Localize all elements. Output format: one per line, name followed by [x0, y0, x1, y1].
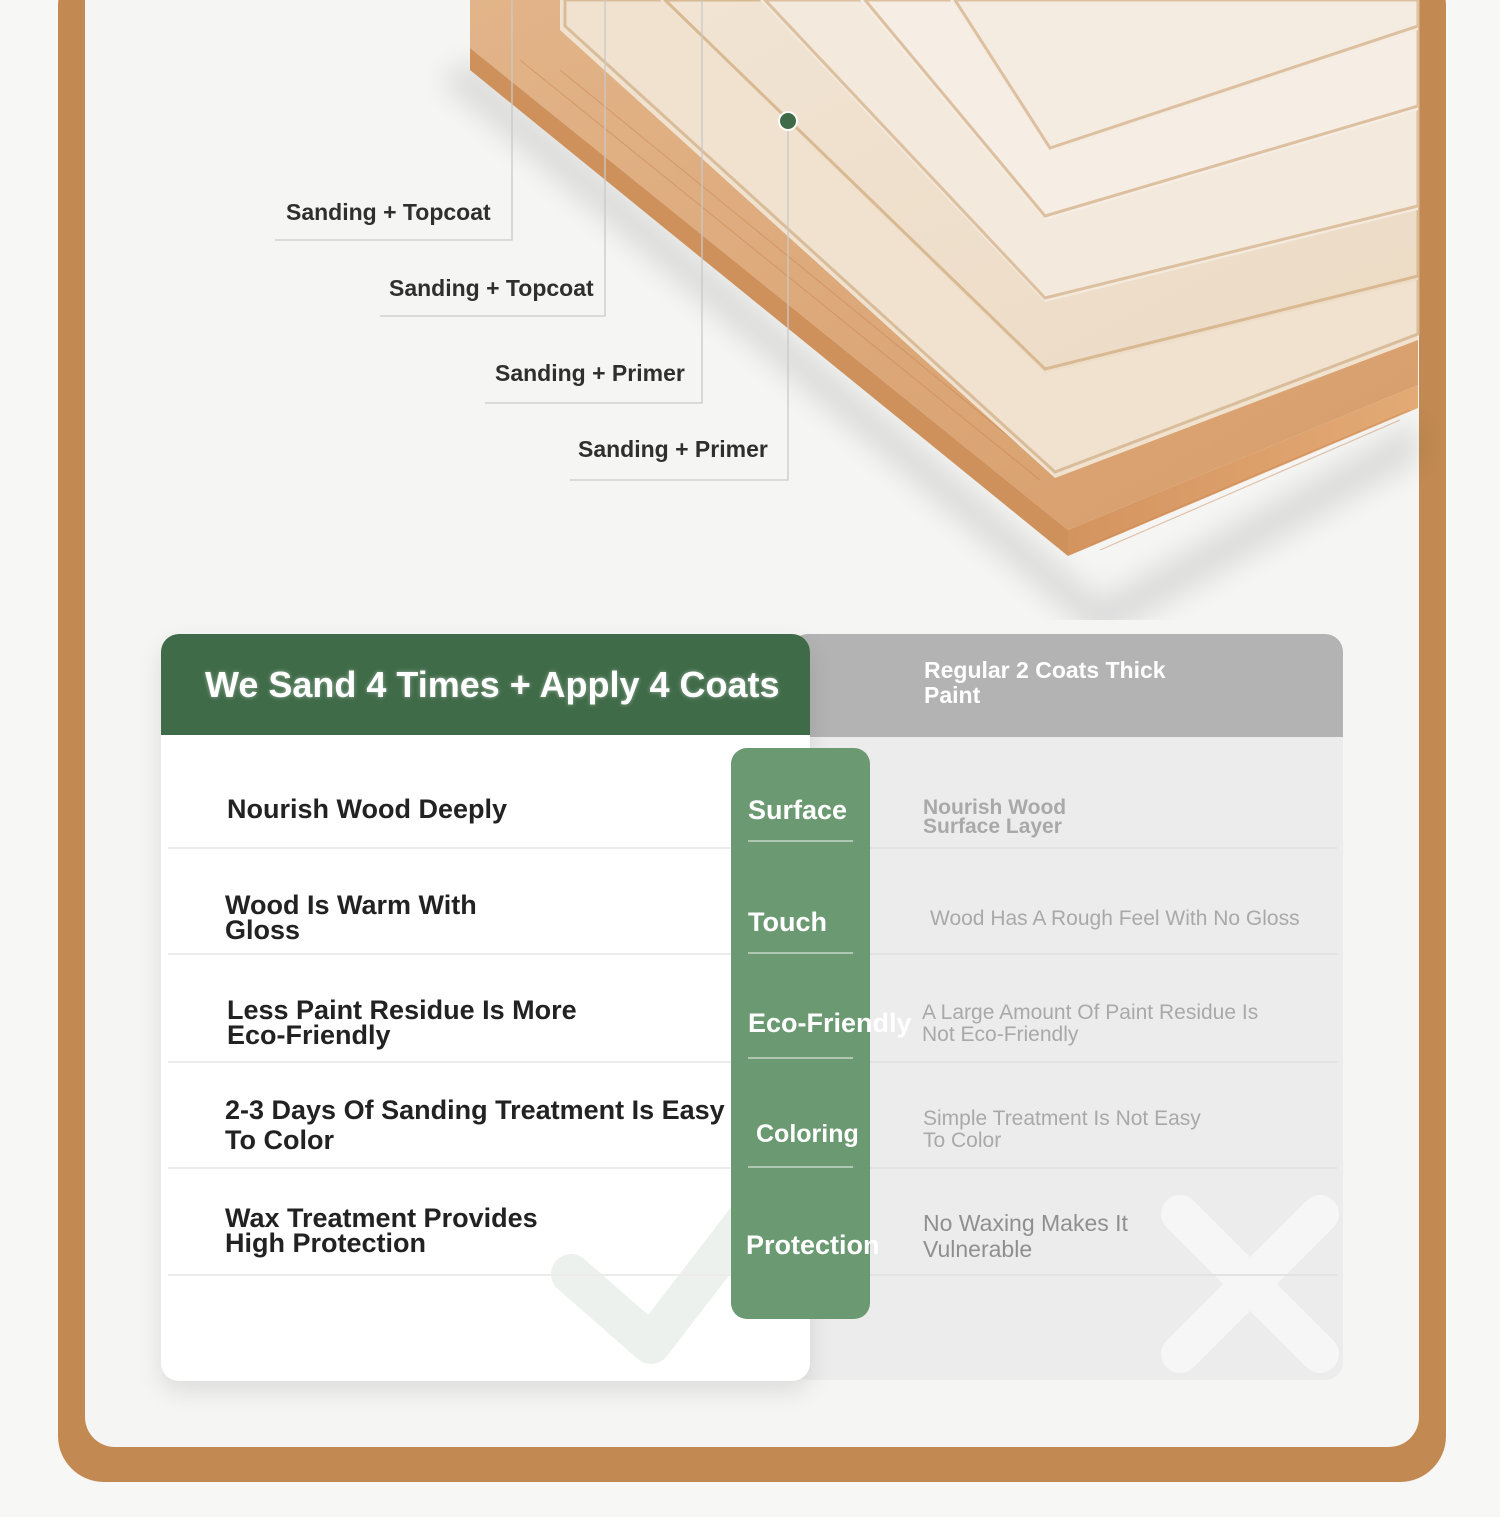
left-row-divider: [168, 847, 731, 849]
category-divider: [748, 952, 853, 954]
our-benefit-touch: Wood Is Warm With Gloss: [225, 890, 477, 945]
our-benefit-surface: Nourish Wood Deeply: [227, 794, 508, 824]
regular-paint-header: [790, 634, 1343, 737]
category-coloring: Coloring: [756, 1120, 859, 1148]
left-row-divider: [168, 1061, 731, 1063]
left-row-divider: [168, 1167, 731, 1169]
category-divider: [748, 840, 853, 842]
callout-label-2: Sanding + Topcoat: [389, 275, 594, 301]
category-divider: [748, 1166, 853, 1168]
regular-drawback-coloring: Simple Treatment Is Not Easy To Color: [923, 1107, 1201, 1152]
category-divider: [748, 1057, 853, 1059]
wood-board-illustration: [0, 0, 1500, 620]
our-benefit-protection: Wax Treatment Provides High Protection: [225, 1203, 538, 1258]
left-row-divider: [168, 1274, 731, 1276]
regular-drawback-eco: A Large Amount Of Paint Residue Is Not Eco-Friendly: [922, 1001, 1259, 1046]
category-protection: Protection: [746, 1230, 880, 1260]
right-row-divider: [870, 1167, 1337, 1169]
callout-label-3: Sanding + Primer: [495, 360, 685, 386]
category-touch: Touch: [748, 907, 827, 937]
regular-drawback-surface: Nourish Wood Surface Layer: [923, 796, 1067, 838]
callout-label-1: Sanding + Topcoat: [286, 199, 491, 225]
regular-drawback-protection: No Waxing Makes It Vulnerable: [923, 1210, 1128, 1262]
regular-paint-title: Regular 2 Coats Thick Paint: [924, 657, 1166, 708]
right-row-divider: [870, 847, 1337, 849]
our-benefit-coloring: 2-3 Days Of Sanding Treatment Is Easy To Color: [225, 1095, 725, 1155]
our-process-header: [161, 634, 810, 735]
category-eco-friendly: Eco-Friendly: [748, 1008, 912, 1038]
left-row-divider: [168, 953, 731, 955]
callout-label-4: Sanding + Primer: [578, 436, 768, 462]
category-surface: Surface: [748, 795, 848, 825]
regular-drawback-touch: Wood Has A Rough Feel With No Gloss: [930, 907, 1300, 930]
our-process-title: We Sand 4 Times + Apply 4 Coats: [205, 664, 780, 705]
right-row-divider: [870, 953, 1337, 955]
our-benefit-eco: Less Paint Residue Is More Eco-Friendly: [227, 995, 577, 1050]
right-row-divider: [870, 1061, 1337, 1063]
right-row-divider: [870, 1274, 1337, 1276]
x-mark-icon: [1160, 1194, 1340, 1374]
